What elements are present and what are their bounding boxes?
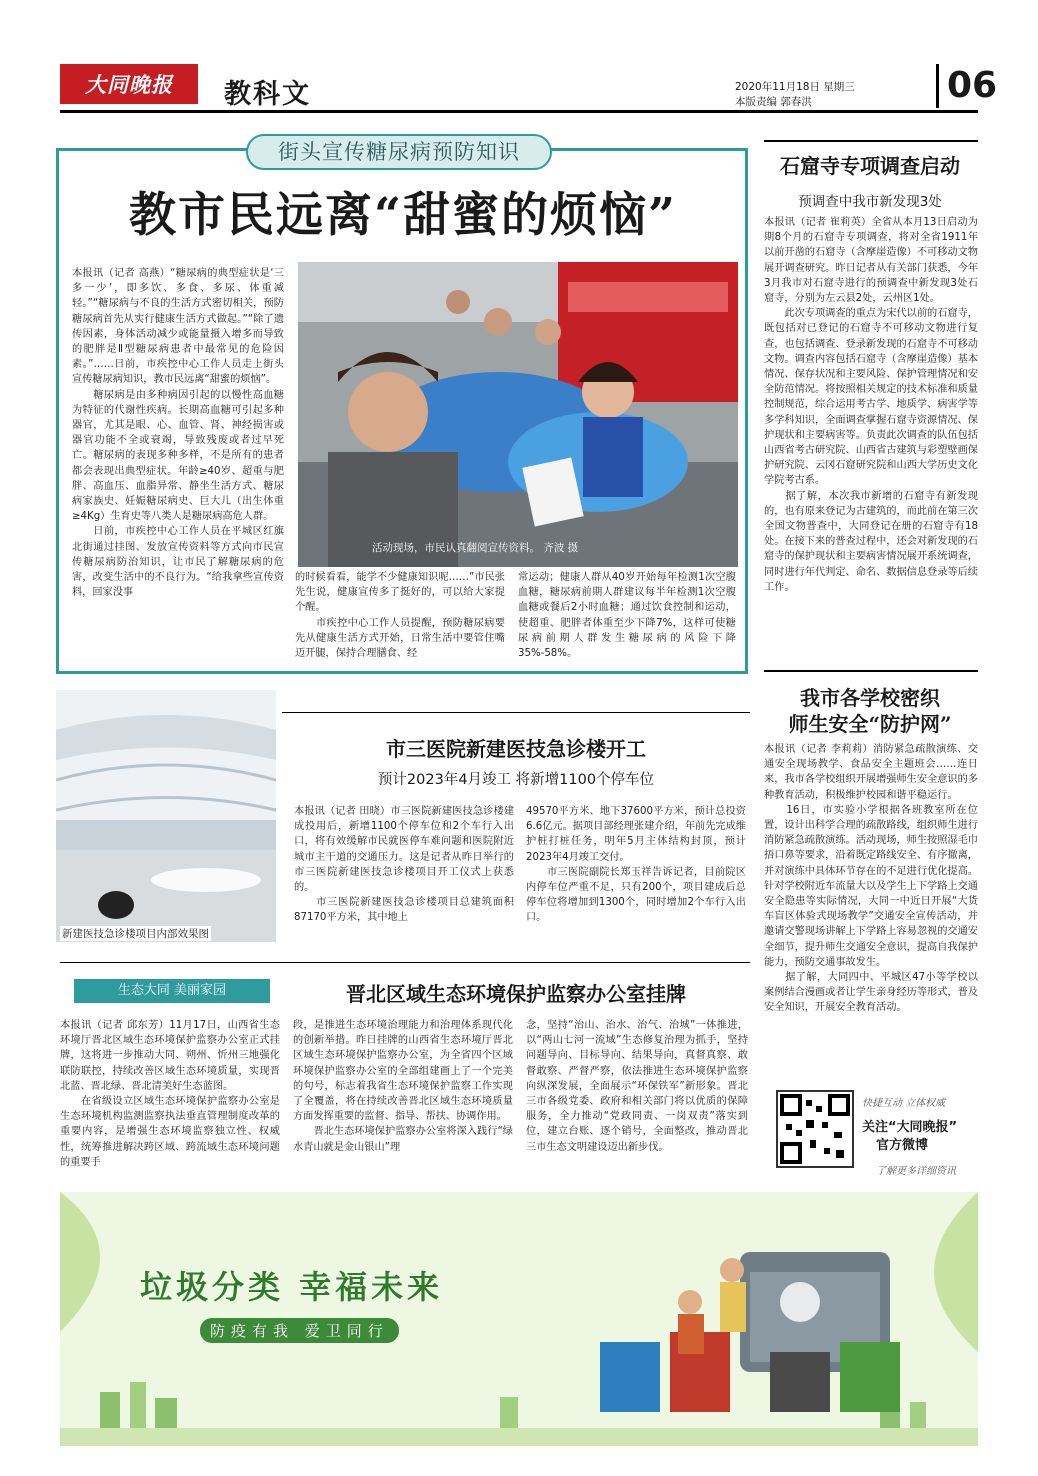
ad-title: 垃圾分类 幸福未来 <box>140 1268 444 1306</box>
eco-rule <box>60 962 750 963</box>
newspaper-logo: 大同晚报 <box>60 64 198 104</box>
hospital-render <box>56 690 276 942</box>
eco-column-banner: 生态大同 美丽家园 <box>74 979 270 1003</box>
eco-column-2: 段，是推进生态环境治理能力和治理体系现代化的创新举措。昨日挂牌的山西省生态环境厅晋北区域生态环境保护监察办公室，为全省四个区域环境保护监察办公室的全部组建画上了一个完美的句号，标志着我省生态环境保护监察工作实现了全覆盖，将在持续改善晋北区域生态环境质量方面发挥重要的监督、指导、帮扶、协调作用。 晋北生态环境保护监察办公室将深入践行“绿水青山就是金山银山”理 <box>293 1020 513 1153</box>
hospital-subhead: 预计2023年4月竣工 将新增1100个停车位 <box>377 772 655 788</box>
qr-weibo: 官方微博 <box>876 1138 929 1153</box>
qr-pattern <box>778 1092 852 1166</box>
feature-column-1: 本报讯（记者 高燕）“糖尿病的典型症状是‘三多一少’，即多饮、多食、多尿、体重减轻。”“糖尿病与不良的生活方式密切相关，预防糖尿病首先从实行健康生活方式做起。”“除了遗传因素，身体活动减少或能量摄入增多而导致的肥胖是Ⅱ型糖尿病患者中最常见的危险因素。”……日前，市疾控中心工作人员走上街头宣传糖尿病知识，教市民远离“甜蜜的烦恼”。 糖尿病是由多种病因引起的以慢性高血糖为特征的代谢性疾病。长期高血糖可引起多种器官，尤其是眼、心、血管、肾、神经损害或器官功能不全或衰竭，导致残废或者过早死亡。糖尿病的表现多种多样，不是所有的患者都会表现出典型症状。年龄≥40岁、超重与肥胖、高血压、血脂异常、静坐生活方式、糖尿病家族史、妊娠糖尿病史、巨大儿（出生体重≥4Kg）生育史等八类人是糖尿病高危人群。 日前，市疾控中心工作人员在平城区红旗北街通过挂图、发放宣传资料等方式向市民宣传糖尿病防治知识，让市民了解糖尿病的危害，改变生活中的不良行为。“给我拿些宣传资料，回家没事 <box>72 268 284 599</box>
feature-headline: 教市民远离“甜蜜的烦恼” <box>128 188 678 243</box>
hospital-rule <box>282 712 750 713</box>
eco-column-1: 本报讯（记者 邱东芳）11月17日，山西省生态环境厅晋北区域生态环境保护监察办公室正式挂牌，这将进一步推动大同、朔州、忻州三地强化联防联控，持续改善区域生态环境质量，实现晋北蓝、晋北绿、晋北清美好生态蓝图。 在省级设立区域生态环境保护监察办公室是生态环境机构监测监察执法垂直管理制度改革的重要内容，是增强生态环境监察独立性、权威性，统筹推进解决跨区域、跨流域生态环境问题的重要手 <box>60 1020 280 1168</box>
render-caption: 新建医技急诊楼项目内部效果图 <box>62 928 209 940</box>
grotto-headline: 石窟寺专项调查启动 <box>780 154 960 178</box>
event-photo <box>298 262 738 567</box>
school-headline-2: 师生安全“防护网” <box>788 712 952 736</box>
eco-column-3: 念，坚持“治山、治水、治气、治城”一体推进，以“两山七河一流域”生态修复治理为抓手，坚持问题导向、目标导向、结果导向，真督真察、敢督敢察、严督严察，依法推进生态环境保护监察向纵深发展，全面展示“环保铁军”新形象。晋北三市各级党委、政府和相关部门将以优质的保障服务，全力推动“党政同责、一岗双责”落实到位，建立台账、逐个销号，全面整改，推动晋北三市生态文明建设迈出新步伐。 <box>526 1020 748 1153</box>
ad-slogan: 防疫有我 爱卫同行 <box>200 1318 399 1343</box>
photo-caption: 活动现场，市民认真翻阅宣传资料。 齐波 摄 <box>372 542 579 554</box>
side-top-rule <box>764 140 978 142</box>
hospital-column-1: 本报讯（记者 田晓）市三医院新建医技急诊楼建成投用后，新增1100个停车位和2个车行入出口，将有效缓解市民就医停车难问题和医院附近城市主干道的交通压力。这是记者从昨日举行的市三医院新建医技急诊楼项目开工仪式上获悉的。 市三医院新建医技急诊楼项目总建筑面积87170平方米，其中地上 <box>294 806 514 924</box>
issue-date: 2020年11月18日 星期三 <box>735 81 855 93</box>
section-title: 教科文 <box>224 79 311 110</box>
garbage-sorting-ad <box>60 1192 978 1446</box>
feature-column-2: 的时候看看，能学不少健康知识呢……”市民张先生说，健康宣传多了挺好的，可以给大家提个醒。 市疾控中心工作人员提醒，预防糖尿病要先从健康生活方式开始，日常生活中要管住嘴迈开腿，保持合理膳食、经 <box>295 572 505 660</box>
header-rule <box>60 110 978 113</box>
school-rule <box>764 670 978 672</box>
feature-column-3: 常运动；健康人群从40岁开始每年检测1次空腹血糖，糖尿病前期人群建议每半年检测1次空腹血糖或餐后2小时血糖；通过饮食控制和运动，使超重、肥胖者体重至少下降7%，这样可使糖尿病前期人群发生糖尿病的风险下降35%-58%。 <box>518 572 736 660</box>
hospital-column-2: 49570平方米、地下37600平方米，预计总投资6.6亿元。据项目部经理张建介绍，年前先完成维护桩打桩任务，明年5月主体结构封顶，预计2023年4月竣工交付。 市三医院副院长郑玉祥告诉记者，目前院区内停车位严重不足，只有200个，项目建成后总停车位将增加到1300个，同时增加2个车行入出口。 <box>526 806 746 924</box>
feature-kicker: 街头宣传糖尿病预防知识 <box>246 134 552 170</box>
qr-follow: 关注“大同晚报” <box>862 1120 958 1135</box>
page-number: 06 <box>936 64 997 108</box>
grotto-body: 本报讯（记者 崔莉英）全省从本月13日启动为期8个月的石窟寺专项调查，将对全省1911年以前开凿的石窟寺（含摩崖造像）不可移动文物展开调查研究。昨日记者从有关部门获悉，今年3月我市对石窟寺进行的预调查中新发现3处石窟寺，分别为左云县2处，云州区1处。 此次专项调查的重点为宋代以前的石窟寺，既包括对已登记的石窟寺不可移动文物进行复查，也包括调查、登录新发现的石窟寺不可移动文物。调查内容包括石窟寺（含摩崖造像）基本情况、保存状况和主要风险、保护管理情况和安全防范情况。将按照相关规定的技术标准和质量控制规范，综合运用考古学、地质学、病害学等多学科知识，全面调查掌握石窟寺资源情况、保护现状和主要病害等。负责此次调查的队伍包括山西省考古研究院、山西省古建筑与彩塑壁画保护研究院、云冈石窟研究院和山西大学历史文化学院考古系。 据了解，本次我市新增的石窟寺有新发现的，也有原来登记为古建筑的，而此前在第三次全国文物普查中，大同登记在册的石窟寺有18处。在接下来的普查过程中，还会对新发现的石窟寺的保护现状和主要病害情况展开系统调查，同时进行年代判定、命名、数据信息登录等后续工作。 <box>764 217 978 593</box>
render-illustration <box>56 690 276 942</box>
school-headline-1: 我市各学校密织 <box>800 686 940 710</box>
qr-tagline: 快捷互动 立体权威 <box>862 1098 946 1109</box>
qr-more: 了解更多详细资讯 <box>876 1166 956 1177</box>
photo-illustration <box>298 262 738 567</box>
school-body: 本报讯（记者 李莉莉）消防紧急疏散演练、交通安全现场教学、食品安全主题班会……连日来，我市各学校组织开展增强师生安全意识的多种教育活动，积极维护校园和谐平稳运行。 16日，市实验小学根据各班教室所在位置，设计出科学合理的疏散路线，组织师生进行消防紧急疏散演练。活动现场，师生按照湿毛巾捂口鼻等要求，沿着既定路线安全、有序撤离，并对演练中具体环节存在的不足进行优化提高。针对学校附近车流量大以及学生上下学路上交通安全隐患等实际情况，大同一中近日开展“大货车盲区体验式现场教学”交通安全宣传活动，并邀请交警现场讲解上下学路上容易忽视的交通安全细节，提升师生交通安全意识，提高自我保护能力，预防交通事故发生。 据了解，大同四中、平城区47小等学校以案例结合漫画或者让学生亲身经历等形式，普及安全知识，开展安全教育活动。 <box>764 744 978 1014</box>
eco-headline: 晋北区域生态环境保护监察办公室挂牌 <box>346 982 686 1006</box>
hospital-headline: 市三医院新建医技急诊楼开工 <box>386 737 646 761</box>
page-editor: 本版责编 郭春洪 <box>735 96 812 108</box>
issue-meta <box>735 80 855 110</box>
grotto-subhead: 预调查中我市新发现3处 <box>798 194 942 210</box>
ad-illustration <box>60 1192 978 1446</box>
qr-code[interactable] <box>776 1090 854 1168</box>
